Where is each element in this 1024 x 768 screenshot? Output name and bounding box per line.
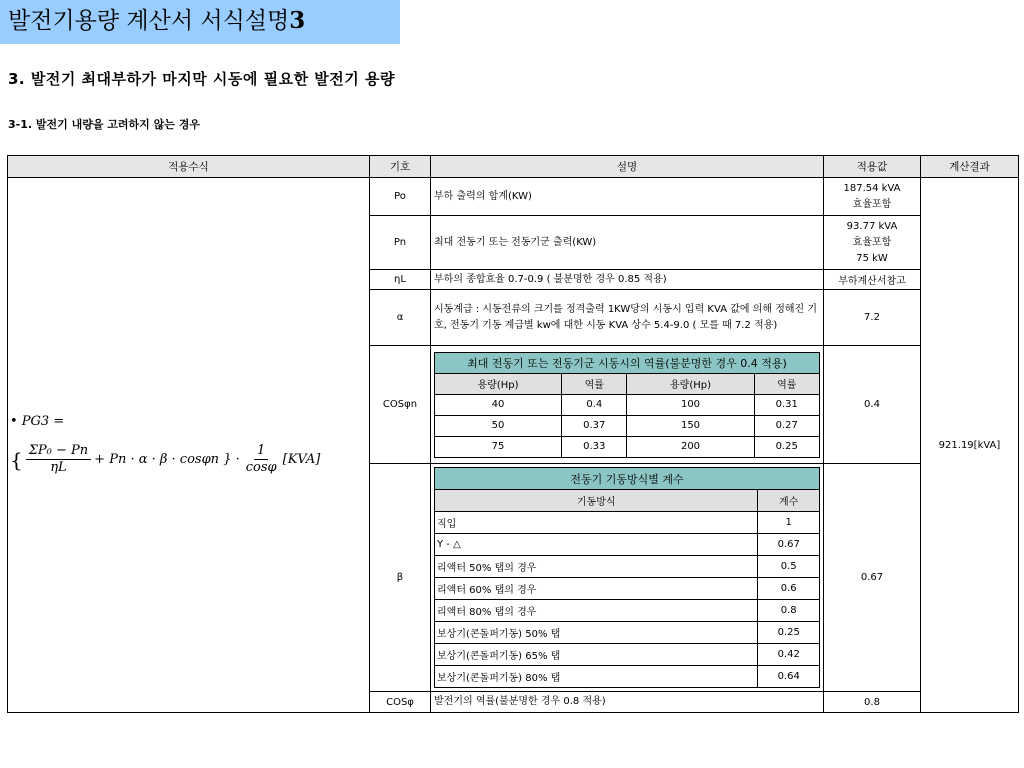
table-row: 보상기(콘돌퍼기동) 50% 탭 0.25 bbox=[435, 622, 820, 644]
coef-table-title: 전동기 기동방식별 계수 bbox=[435, 468, 820, 490]
value-alpha: 7.2 bbox=[824, 290, 921, 346]
table-row: 75 0.33 200 0.25 bbox=[435, 436, 820, 457]
desc-cosphi: 발전기의 역률(불분명한 경우 0.8 적용) bbox=[431, 692, 824, 713]
value-po: 187.54 kVA 효율포함 bbox=[824, 178, 921, 216]
desc-alpha: 시동계급 : 시동전류의 크기를 정격출력 1KW당의 시동시 입력 KVA 값에 의해 정해진 기호, 전동기 기동 계급별 kw에 대한 시동 KVA 상수 5.4-9.0 ( 모를 때 7.2 적용) bbox=[431, 290, 824, 346]
formula-rhs bbox=[10, 443, 369, 476]
formula-denominator-2: cosφ bbox=[245, 460, 277, 475]
formula-lhs: • PG3 = bbox=[10, 414, 65, 429]
pf-table-cell bbox=[431, 346, 824, 464]
calc-table bbox=[7, 155, 1019, 713]
value-etal: 부하계산서참고 bbox=[824, 270, 921, 290]
coef-table-header: 기동방식 계수 bbox=[435, 490, 820, 512]
table-row: 보상기(콘돌퍼기동) 80% 탭 0.64 bbox=[435, 666, 820, 688]
slide-title: 발전기용량 계산서 서식설명3 bbox=[8, 7, 306, 34]
desc-pn: 최대 전동기 또는 전동기군 출력(KW) bbox=[431, 216, 824, 270]
subsection-heading: 3-1. 발전기 내량을 고려하지 않는 경우 bbox=[8, 118, 200, 131]
value-cosphin: 0.4 bbox=[824, 346, 921, 464]
table-row: Y - △ 0.67 bbox=[435, 534, 820, 556]
header-description: 설명 bbox=[431, 156, 824, 178]
table-row: 50 0.37 150 0.27 bbox=[435, 415, 820, 436]
formula-cell bbox=[8, 178, 370, 713]
symbol-beta: β bbox=[370, 464, 431, 692]
formula-middle: + Pn · α · β · cosφn } · bbox=[94, 452, 240, 467]
symbol-cosphi: COSφ bbox=[370, 692, 431, 713]
symbol-alpha: α bbox=[370, 290, 431, 346]
power-factor-table bbox=[434, 352, 820, 458]
desc-po: 부하 출력의 합계(KW) bbox=[431, 178, 824, 216]
symbol-etal: ηL bbox=[370, 270, 431, 290]
pf-table-title: 최대 전동기 또는 전동기군 시동시의 역률(불분명한 경우 0.4 적용) bbox=[435, 352, 820, 373]
formula-fraction-2 bbox=[243, 443, 280, 476]
coef-table-cell bbox=[431, 464, 824, 692]
section-heading: 3. 발전기 최대부하가 마지막 시동에 필요한 발전기 용량 bbox=[8, 70, 395, 88]
header-result: 계산결과 bbox=[921, 156, 1019, 178]
symbol-pn: Pn bbox=[370, 216, 431, 270]
value-cosphi: 0.8 bbox=[824, 692, 921, 713]
formula-open-brace: { bbox=[10, 447, 23, 472]
formula-fraction-1 bbox=[26, 443, 91, 476]
symbol-cosphin: COSφn bbox=[370, 346, 431, 464]
formula-unit: [KVA] bbox=[282, 452, 321, 467]
table-row: 40 0.4 100 0.31 bbox=[435, 394, 820, 415]
title-bar bbox=[0, 0, 400, 44]
start-method-coef-table bbox=[434, 467, 820, 688]
result-cell: 921.19[kVA] bbox=[921, 178, 1019, 713]
table-row: 직입 1 bbox=[435, 512, 820, 534]
header-symbol: 기호 bbox=[370, 156, 431, 178]
formula-denominator-1: ηL bbox=[50, 460, 67, 475]
table-row: 리액터 80% 탭의 경우 0.8 bbox=[435, 600, 820, 622]
header-formula: 적용수식 bbox=[8, 156, 370, 178]
desc-etal: 부하의 종합효율 0.7-0.9 ( 불분명한 경우 0.85 적용) bbox=[431, 270, 824, 290]
table-row: 리액터 60% 탭의 경우 0.6 bbox=[435, 578, 820, 600]
table-row: 리액터 50% 탭의 경우 0.5 bbox=[435, 556, 820, 578]
symbol-po: Po bbox=[370, 178, 431, 216]
table-row bbox=[8, 178, 1019, 216]
formula bbox=[8, 414, 369, 476]
table-row: 보상기(콘돌퍼기동) 65% 탭 0.42 bbox=[435, 644, 820, 666]
pf-table-header: 용량(Hp) 역률 용량(Hp) 역률 bbox=[435, 373, 820, 394]
header-applied-value: 적용값 bbox=[824, 156, 921, 178]
value-beta: 0.67 bbox=[824, 464, 921, 692]
formula-numerator-1: ΣP₀ − Pn bbox=[26, 443, 91, 460]
formula-numerator-2: 1 bbox=[254, 443, 268, 460]
value-pn: 93.77 kVA 효율포함 75 kW bbox=[824, 216, 921, 270]
table-header-row bbox=[8, 156, 1019, 178]
